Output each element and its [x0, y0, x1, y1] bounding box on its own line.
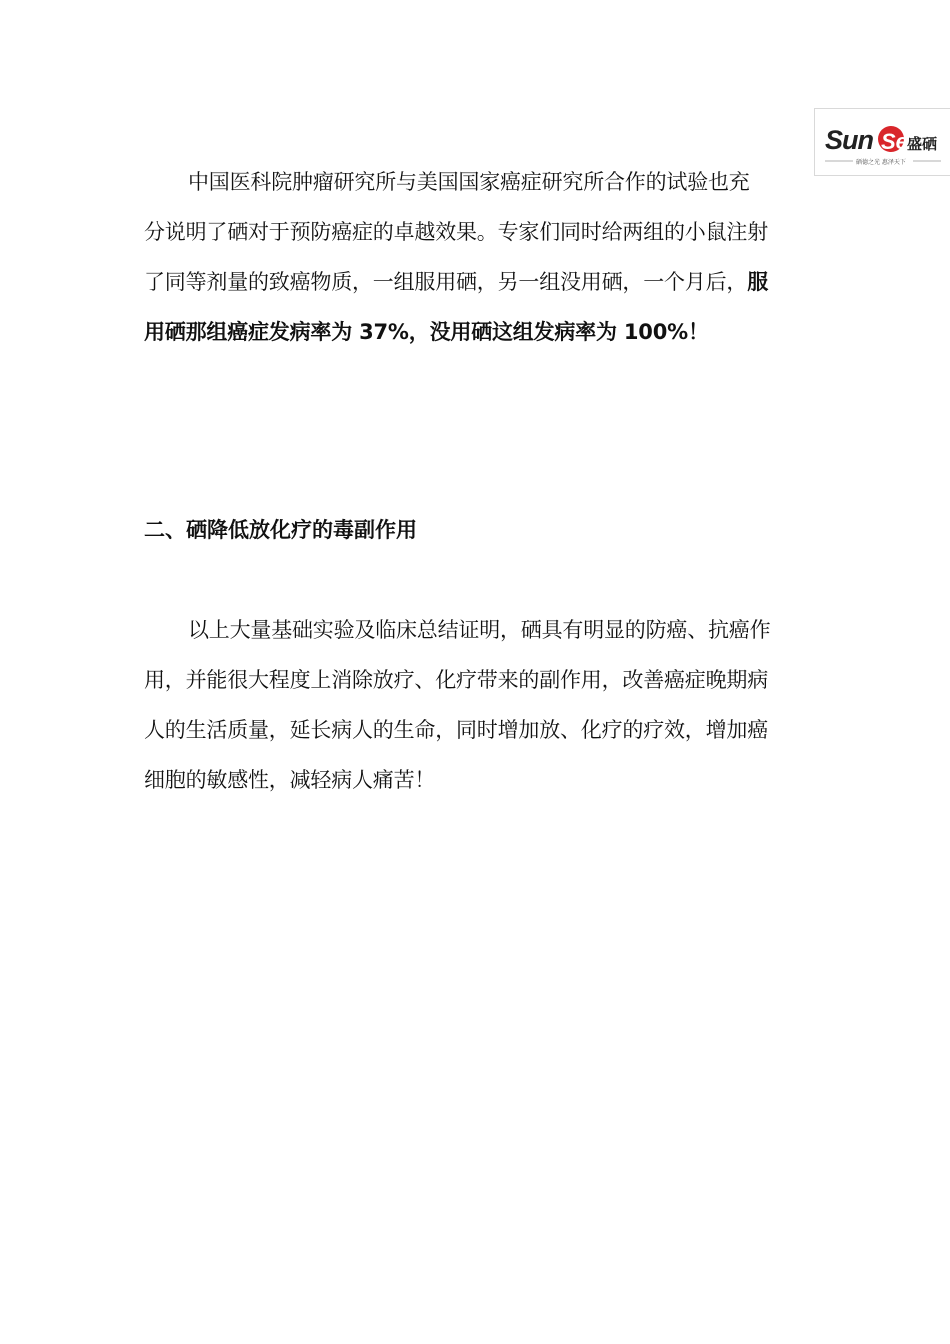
paragraph-text: 了同等剂量的致癌物质，一组服用硒，另一组没用硒，一个月后，: [144, 270, 748, 294]
svg-text:Se: Se: [881, 129, 908, 154]
paragraph-line: 人的生活质量，延长病人的生命，同时增加放、化疗的疗效，增加癌: [144, 718, 768, 742]
paragraph-selenium-study: [144, 157, 810, 357]
emphasis-line: 用硒那组癌症发病率为 37%，没用硒这组发病率为 100%！: [144, 320, 709, 344]
paragraph-line: 以上大量基础实验及临床总结证明，硒具有明显的防癌、抗癌作: [188, 618, 771, 642]
paragraph-line: 分说明了硒对于预防癌症的卓越效果。专家们同时给两组的小鼠注射: [144, 220, 768, 244]
paragraph-chemotherapy: [144, 605, 810, 805]
sunse-logo-graphic: [815, 109, 950, 177]
emphasis-text: 服: [747, 270, 769, 294]
svg-text:盛硒: 盛硒: [907, 135, 938, 153]
svg-text:硒德之光 惠泽天下: 硒德之光 惠泽天下: [856, 159, 906, 166]
paragraph-line: 用，并能很大程度上消除放疗、化疗带来的副作用，改善癌症晚期病: [144, 668, 768, 692]
paragraph-line: 细胞的敏感性，减轻病人痛苦！: [144, 768, 436, 792]
svg-text:Sun: Sun: [825, 125, 873, 155]
section-heading: 二、硒降低放化疗的毒副作用: [144, 518, 417, 542]
paragraph-line: [144, 257, 810, 307]
paragraph-line: 中国医科院肿瘤研究所与美国国家癌症研究所合作的试验也充: [188, 170, 750, 194]
brand-logo: [814, 108, 950, 176]
